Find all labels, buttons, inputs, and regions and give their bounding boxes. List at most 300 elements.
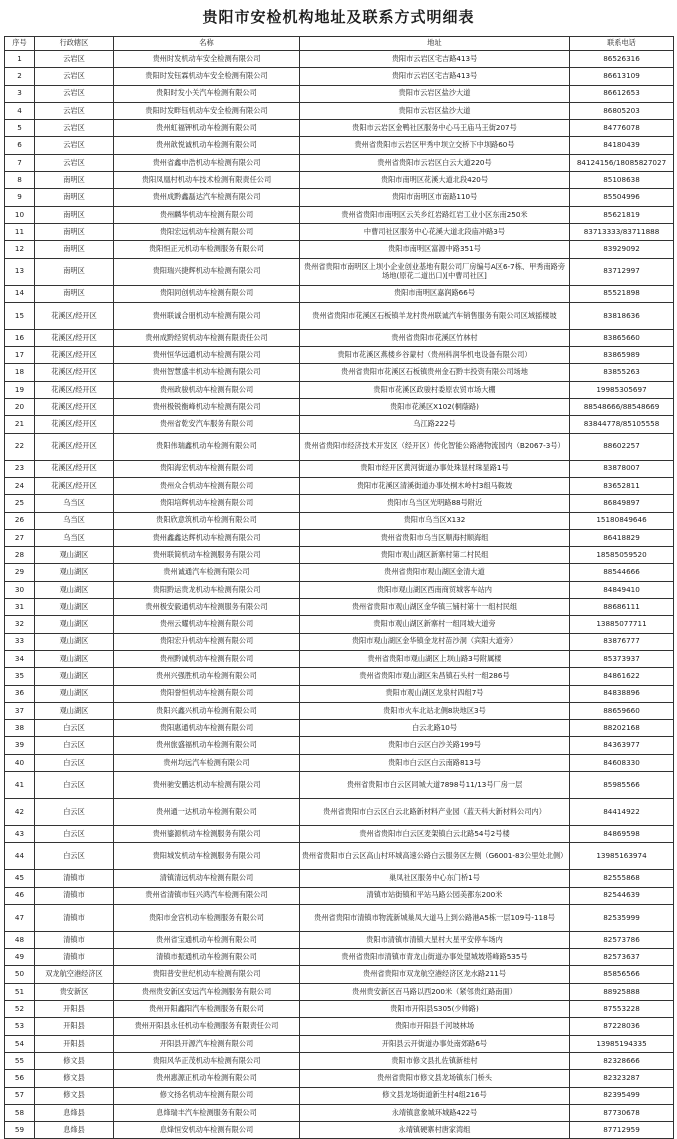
header-district: 行政辖区 [35,37,114,51]
cell-phone: 87228036 [570,1018,674,1035]
cell-name: 贵州成黔鑫磊达汽车检测有限公司 [114,189,300,206]
cell-phone: 82544639 [570,887,674,904]
cell-district: 云岩区 [35,120,114,137]
cell-phone: 88602257 [570,433,674,460]
cell-district: 清镇市 [35,904,114,931]
cell-name: 贵阳兴鑫兴机动车检测有限公司 [114,702,300,719]
table-row [5,460,674,477]
cell-address: 贵州省贵阳市观山湖区朱昌镇石头村一组286号 [300,668,570,685]
table-row [5,512,674,529]
cell-index: 41 [5,771,35,798]
cell-name: 贵州云耀机动车检测有限公司 [114,616,300,633]
cell-index: 20 [5,399,35,416]
cell-address: 贵阳市观山湖区金华镇金龙村苗沙洞（宾阳大道旁） [300,633,570,650]
cell-district: 修文县 [35,1052,114,1069]
cell-phone: 82323287 [570,1070,674,1087]
cell-name: 贵州省鑫申浩机动车检测有限公司 [114,154,300,171]
table-row [5,547,674,564]
table-row [5,1035,674,1052]
cell-phone: 83929092 [570,241,674,258]
table-row [5,416,674,433]
cell-name: 贵阳普安世纪机动车检测有限公司 [114,966,300,983]
cell-phone: 87730678 [570,1104,674,1121]
cell-name: 贵阳恒正元机动车检测服务有限公司 [114,241,300,258]
table-row [5,495,674,512]
cell-phone: 85856566 [570,966,674,983]
cell-address: 贵阳市开阳县S305(少帅路) [300,1001,570,1018]
cell-district: 花溪区/经开区 [35,433,114,460]
cell-address: 贵州省贵阳市云岩区白云大道220号 [300,154,570,171]
cell-district: 观山湖区 [35,616,114,633]
cell-address: 贵州省贵阳市花溪区石板镇贵州金石黔丰投资有限公司场地 [300,364,570,381]
cell-district: 清镇市 [35,931,114,948]
table-row [5,1087,674,1104]
cell-name: 贵州极锐衡峰机动车检测有限公司 [114,399,300,416]
cell-phone: 85504996 [570,189,674,206]
cell-address: 贵阳市云岩区宅吉路413号 [300,68,570,85]
cell-district: 南明区 [35,172,114,189]
cell-address: 贵阳市经开区黄河街道办事处珠显村珠显路1号 [300,460,570,477]
cell-name: 贵阳宏升机动车检测有限公司 [114,633,300,650]
cell-address: 贵阳市南明区嘉润路66号 [300,285,570,302]
cell-phone: 88686111 [570,599,674,616]
table-row [5,668,674,685]
cell-name: 贵州开阳县永任机动车检测服务有限责任公司 [114,1018,300,1035]
cell-phone: 83876777 [570,633,674,650]
table-row [5,399,674,416]
cell-district: 花溪区/经开区 [35,477,114,494]
cell-name: 贵州惠源正机动车检测有限公司 [114,1070,300,1087]
cell-address: 贵阳市花溪区政骏村委原农贸市场大棚 [300,381,570,398]
cell-district: 修文县 [35,1070,114,1087]
cell-name: 贵阳培辉机动车检测有限公司 [114,495,300,512]
cell-index: 47 [5,904,35,931]
cell-index: 18 [5,364,35,381]
table-row [5,825,674,842]
cell-address: 贵阳市白云区白云南路813号 [300,754,570,771]
cell-phone: 87553228 [570,1001,674,1018]
table-row [5,364,674,381]
cell-phone: 82328666 [570,1052,674,1069]
cell-index: 4 [5,102,35,119]
cell-index: 50 [5,966,35,983]
cell-index: 10 [5,206,35,223]
table-row [5,347,674,364]
cell-index: 37 [5,702,35,719]
cell-district: 花溪区/经开区 [35,329,114,346]
cell-phone: 13885077711 [570,616,674,633]
cell-district: 观山湖区 [35,599,114,616]
cell-address: 巢凤社区服务中心东门桥1号 [300,870,570,887]
cell-district: 息烽县 [35,1104,114,1121]
cell-index: 1 [5,51,35,68]
table-row [5,771,674,798]
cell-index: 55 [5,1052,35,1069]
cell-address: 贵阳市观山湖区西南商贸城客车站内 [300,581,570,598]
cell-phone: 83652811 [570,477,674,494]
cell-index: 16 [5,329,35,346]
cell-district: 清镇市 [35,870,114,887]
cell-index: 43 [5,825,35,842]
inspection-table [4,36,674,1139]
cell-address: 贵州省贵阳市云岩区甲秀中坝立交桥下中坝路60号 [300,137,570,154]
table-row [5,241,674,258]
cell-index: 6 [5,137,35,154]
cell-district: 南明区 [35,241,114,258]
cell-address: 贵阳市云岩区盐沙大道 [300,85,570,102]
cell-phone: 83878007 [570,460,674,477]
cell-name: 贵阳市金宫机动车检测服务有限公司 [114,904,300,931]
table-row [5,1001,674,1018]
cell-phone: 84608330 [570,754,674,771]
cell-name: 贵州均远汽车检测有限公司 [114,754,300,771]
cell-district: 花溪区/经开区 [35,347,114,364]
cell-index: 49 [5,949,35,966]
cell-address: 贵阳市观山湖区新寨村一组同城大道旁 [300,616,570,633]
cell-phone: 85521898 [570,285,674,302]
cell-address: 贵阳市花溪区燕楼乡谷蒙村（贵州科润华机电设备有限公司） [300,347,570,364]
cell-address: 贵阳市乌当区X132 [300,512,570,529]
cell-district: 白云区 [35,825,114,842]
cell-index: 39 [5,737,35,754]
table-row [5,1104,674,1121]
table-row [5,737,674,754]
cell-phone: 82573637 [570,949,674,966]
cell-index: 29 [5,564,35,581]
cell-phone: 86849897 [570,495,674,512]
cell-index: 7 [5,154,35,171]
table-row [5,285,674,302]
page-title: 贵阳市安检机构地址及联系方式明细表 [202,8,475,26]
cell-address: 贵州省贵阳市花溪区石板镇羊龙村贵州联诚汽车销售服务有限公司区域摇楼坡 [300,302,570,329]
table-row [5,702,674,719]
cell-address: 贵州省贵阳市白云区高山村环城高速公路白云服务区左侧（G6001-83公里处北侧） [300,843,570,870]
cell-name: 贵州开阳鑫阳汽车检测服务有限公司 [114,1001,300,1018]
table-row [5,258,674,285]
cell-index: 36 [5,685,35,702]
table-row [5,329,674,346]
cell-phone: 82395499 [570,1087,674,1104]
table-row [5,581,674,598]
cell-district: 南明区 [35,223,114,240]
cell-district: 双龙航空港经济区 [35,966,114,983]
cell-address: 贵阳市观山湖区龙泉村四组7号 [300,685,570,702]
cell-name: 贵阳风华正茂机动车检测有限公司 [114,1052,300,1069]
cell-phone: 83865660 [570,329,674,346]
cell-index: 8 [5,172,35,189]
cell-name: 贵阳同创机动车检测有限公司 [114,285,300,302]
cell-district: 花溪区/经开区 [35,399,114,416]
table-body [5,51,674,1139]
cell-name: 贵州众合机动车检测有限公司 [114,477,300,494]
cell-district: 云岩区 [35,154,114,171]
cell-address: 贵州省贵阳市观山湖区上坝山路3号附属楼 [300,650,570,667]
table-row [5,904,674,931]
cell-name: 贵阳宏远机动车检测有限公司 [114,223,300,240]
table-header-row [5,37,674,51]
cell-phone: 85985566 [570,771,674,798]
cell-index: 31 [5,599,35,616]
cell-district: 白云区 [35,754,114,771]
cell-phone: 88925888 [570,983,674,1000]
cell-district: 息烽县 [35,1122,114,1139]
cell-index: 24 [5,477,35,494]
cell-name: 贵州诚通汽车检测有限公司 [114,564,300,581]
cell-phone: 85621819 [570,206,674,223]
cell-name: 贵阳凤凰村机动车技术检测有限责任公司 [114,172,300,189]
cell-district: 南明区 [35,189,114,206]
cell-address: 贵州省贵阳市双龙航空港经济区龙水路211号 [300,966,570,983]
cell-name: 息烽瑞丰汽车检测服务有限公司 [114,1104,300,1121]
cell-district: 观山湖区 [35,633,114,650]
cell-name: 贵阳黔运贵龙机动车检测有限公司 [114,581,300,598]
cell-address: 贵州省贵阳市花溪区竹林村 [300,329,570,346]
cell-district: 南明区 [35,285,114,302]
cell-district: 云岩区 [35,102,114,119]
cell-district: 观山湖区 [35,702,114,719]
table-row [5,51,674,68]
table-row [5,189,674,206]
cell-address: 贵州省贵阳市清镇市物流新城巢凤大道马上到公路港A5栋一层109号-118号 [300,904,570,931]
cell-district: 白云区 [35,771,114,798]
cell-address: 贵阳市南明区花溪大道北段420号 [300,172,570,189]
cell-address: 贵阳市花溪区X102(桐蔭路) [300,399,570,416]
cell-phone: 86613109 [570,68,674,85]
cell-index: 46 [5,887,35,904]
cell-index: 53 [5,1018,35,1035]
cell-address: 乌江路222号 [300,416,570,433]
cell-index: 26 [5,512,35,529]
cell-index: 40 [5,754,35,771]
cell-index: 38 [5,720,35,737]
cell-phone: 84363977 [570,737,674,754]
header-phone: 联系电话 [570,37,674,51]
cell-index: 21 [5,416,35,433]
cell-index: 59 [5,1122,35,1139]
cell-district: 云岩区 [35,51,114,68]
cell-name: 贵州成黔经贸机动车检测有限责任公司 [114,329,300,346]
cell-district: 云岩区 [35,85,114,102]
cell-index: 44 [5,843,35,870]
cell-index: 57 [5,1087,35,1104]
cell-phone: 86805203 [570,102,674,119]
cell-address: 贵阳市火车北站北侧8块地区3号 [300,702,570,719]
cell-name: 贵阳惠通机动车检测有限公司 [114,720,300,737]
cell-index: 25 [5,495,35,512]
cell-index: 27 [5,529,35,546]
cell-phone: 84124156/18085827027 [570,154,674,171]
cell-name: 贵州省清镇市钰兴鸿汽车检测有限公司 [114,887,300,904]
cell-address: 贵阳市清镇市清镇大星村大星平安停车场内 [300,931,570,948]
cell-index: 30 [5,581,35,598]
cell-index: 42 [5,798,35,825]
cell-phone: 15180849646 [570,512,674,529]
cell-district: 观山湖区 [35,685,114,702]
cell-index: 23 [5,460,35,477]
cell-phone: 83712997 [570,258,674,285]
cell-phone: 88548666/88548669 [570,399,674,416]
table-row [5,616,674,633]
cell-address: 贵州省贵阳市观山湖区金清大道 [300,564,570,581]
cell-phone: 84869598 [570,825,674,842]
table-row [5,1122,674,1139]
cell-phone: 13985163974 [570,843,674,870]
table-row [5,720,674,737]
table-row [5,68,674,85]
cell-name: 开阳县开源汽车检测有限公司 [114,1035,300,1052]
cell-index: 58 [5,1104,35,1121]
cell-phone: 83713333/83711888 [570,223,674,240]
cell-district: 白云区 [35,798,114,825]
cell-address: 贵阳市开阳县千河坡林场 [300,1018,570,1035]
cell-name: 贵州省乾安汽车服务有限公司 [114,416,300,433]
table-row [5,529,674,546]
table-row [5,172,674,189]
cell-district: 清镇市 [35,949,114,966]
cell-address: 贵阳市南明区市南路110号 [300,189,570,206]
table-row [5,633,674,650]
cell-name: 贵州虹福钾机动车检测有限公司 [114,120,300,137]
table-row [5,1070,674,1087]
cell-address: 贵州省贵阳市经济技术开发区（经开区）传化智能公路港物流园内（B2067-3号） [300,433,570,460]
cell-district: 观山湖区 [35,581,114,598]
cell-district: 白云区 [35,720,114,737]
cell-address: 贵州省贵阳市观山湖区金华镇三铺村第十一组村民组 [300,599,570,616]
cell-district: 观山湖区 [35,547,114,564]
cell-name: 贵州通一达机动车检测有限公司 [114,798,300,825]
cell-phone: 84776078 [570,120,674,137]
cell-name: 贵阳欣意筑机动车检测有限公司 [114,512,300,529]
cell-phone: 83844778/85105558 [570,416,674,433]
cell-district: 清镇市 [35,887,114,904]
cell-district: 乌当区 [35,495,114,512]
table-row [5,754,674,771]
cell-address: 永靖镇硬寨村唐家湾组 [300,1122,570,1139]
table-row [5,798,674,825]
table-row [5,870,674,887]
cell-name: 贵州联简机动车检测服务有限公司 [114,547,300,564]
table-row [5,1052,674,1069]
cell-phone: 19985305697 [570,381,674,398]
cell-address: 贵州贵安新区百马路以西200米（紧邻贵红路南面） [300,983,570,1000]
cell-index: 13 [5,258,35,285]
cell-address: 贵州省贵阳市白云区白云北路新材料产业园（蓝天科大新材料公司内） [300,798,570,825]
cell-phone: 85108638 [570,172,674,189]
cell-address: 白云北路10号 [300,720,570,737]
cell-index: 35 [5,668,35,685]
table-row [5,843,674,870]
cell-index: 2 [5,68,35,85]
cell-district: 白云区 [35,843,114,870]
table-row [5,564,674,581]
cell-district: 观山湖区 [35,650,114,667]
cell-district: 开阳县 [35,1018,114,1035]
table-row [5,154,674,171]
cell-address: 贵州省贵阳市白云区同城大道7898号11/13号厂房一层 [300,771,570,798]
cell-name: 贵州极安毅通机动车检测服务有限公司 [114,599,300,616]
table-row [5,599,674,616]
cell-name: 息烽恒安机动车检测有限公司 [114,1122,300,1139]
cell-address: 贵州省贵阳市白云区麦架镇白云北路54号2号楼 [300,825,570,842]
cell-index: 52 [5,1001,35,1018]
cell-address: 永靖镇意象城环城路422号 [300,1104,570,1121]
cell-name: 贵州歆悦诚机动车检测有限公司 [114,137,300,154]
cell-name: 贵州贵安新区安远汽车检测服务有限公司 [114,983,300,1000]
cell-address: 贵阳市乌当区光明路88号附近 [300,495,570,512]
table-row [5,983,674,1000]
table-row [5,85,674,102]
cell-phone: 84861622 [570,668,674,685]
cell-index: 54 [5,1035,35,1052]
cell-index: 9 [5,189,35,206]
cell-name: 贵州黔诚机动车检测有限公司 [114,650,300,667]
cell-name: 贵州鑫鑫达辉机动车检测有限公司 [114,529,300,546]
cell-district: 花溪区/经开区 [35,460,114,477]
table-row [5,650,674,667]
cell-phone: 88202168 [570,720,674,737]
cell-name: 贵州联诚合朋机动车检测有限公司 [114,302,300,329]
cell-index: 48 [5,931,35,948]
cell-phone: 83855263 [570,364,674,381]
cell-name: 贵州兴强胜机动车检测有限公司 [114,668,300,685]
cell-phone: 87712959 [570,1122,674,1139]
cell-index: 28 [5,547,35,564]
cell-name: 贵州麟华机动车检测有限公司 [114,206,300,223]
cell-phone: 83865989 [570,347,674,364]
cell-district: 云岩区 [35,68,114,85]
table-row [5,966,674,983]
table-row [5,120,674,137]
cell-phone: 82573786 [570,931,674,948]
cell-address: 贵阳市花溪区清溪街道办事处桐木岭村3组马鞍坡 [300,477,570,494]
cell-district: 乌当区 [35,529,114,546]
cell-index: 5 [5,120,35,137]
table-row [5,102,674,119]
cell-district: 花溪区/经开区 [35,381,114,398]
cell-index: 12 [5,241,35,258]
cell-phone: 84414922 [570,798,674,825]
cell-district: 云岩区 [35,137,114,154]
cell-index: 17 [5,347,35,364]
cell-address: 贵阳市修文县扎佐镇新桂村 [300,1052,570,1069]
cell-phone: 86418829 [570,529,674,546]
cell-name: 贵阳时发小关汽车检测有限公司 [114,85,300,102]
cell-index: 34 [5,650,35,667]
cell-index: 33 [5,633,35,650]
cell-name: 修文扬名机动车检测有限公司 [114,1087,300,1104]
cell-name: 贵州恒华远通机动车检测有限公司 [114,347,300,364]
cell-name: 贵州时发机动车安全检测有限公司 [114,51,300,68]
table-row [5,477,674,494]
cell-index: 15 [5,302,35,329]
cell-name: 贵阳伟瑞鑫机动车检测有限公司 [114,433,300,460]
table-row [5,1018,674,1035]
cell-name: 贵阳时发畔钰机动车安全检测有限公司 [114,102,300,119]
cell-district: 贵安新区 [35,983,114,1000]
cell-address: 清镇市站街镇和平站马路公园美都东200米 [300,887,570,904]
cell-address: 贵州省贵阳市清镇市青龙山街道办事处望城坡塔峰路535号 [300,949,570,966]
cell-address: 贵阳市南明区富源中路351号 [300,241,570,258]
cell-address: 贵州省贵阳市乌当区顺海村顺海组 [300,529,570,546]
cell-district: 乌当区 [35,512,114,529]
cell-phone: 88544666 [570,564,674,581]
cell-address: 贵阳市云岩区金鸭社区服务中心马王庙马王街207号 [300,120,570,137]
cell-phone: 13985194335 [570,1035,674,1052]
table-row [5,887,674,904]
cell-district: 观山湖区 [35,668,114,685]
cell-index: 11 [5,223,35,240]
cell-index: 45 [5,870,35,887]
